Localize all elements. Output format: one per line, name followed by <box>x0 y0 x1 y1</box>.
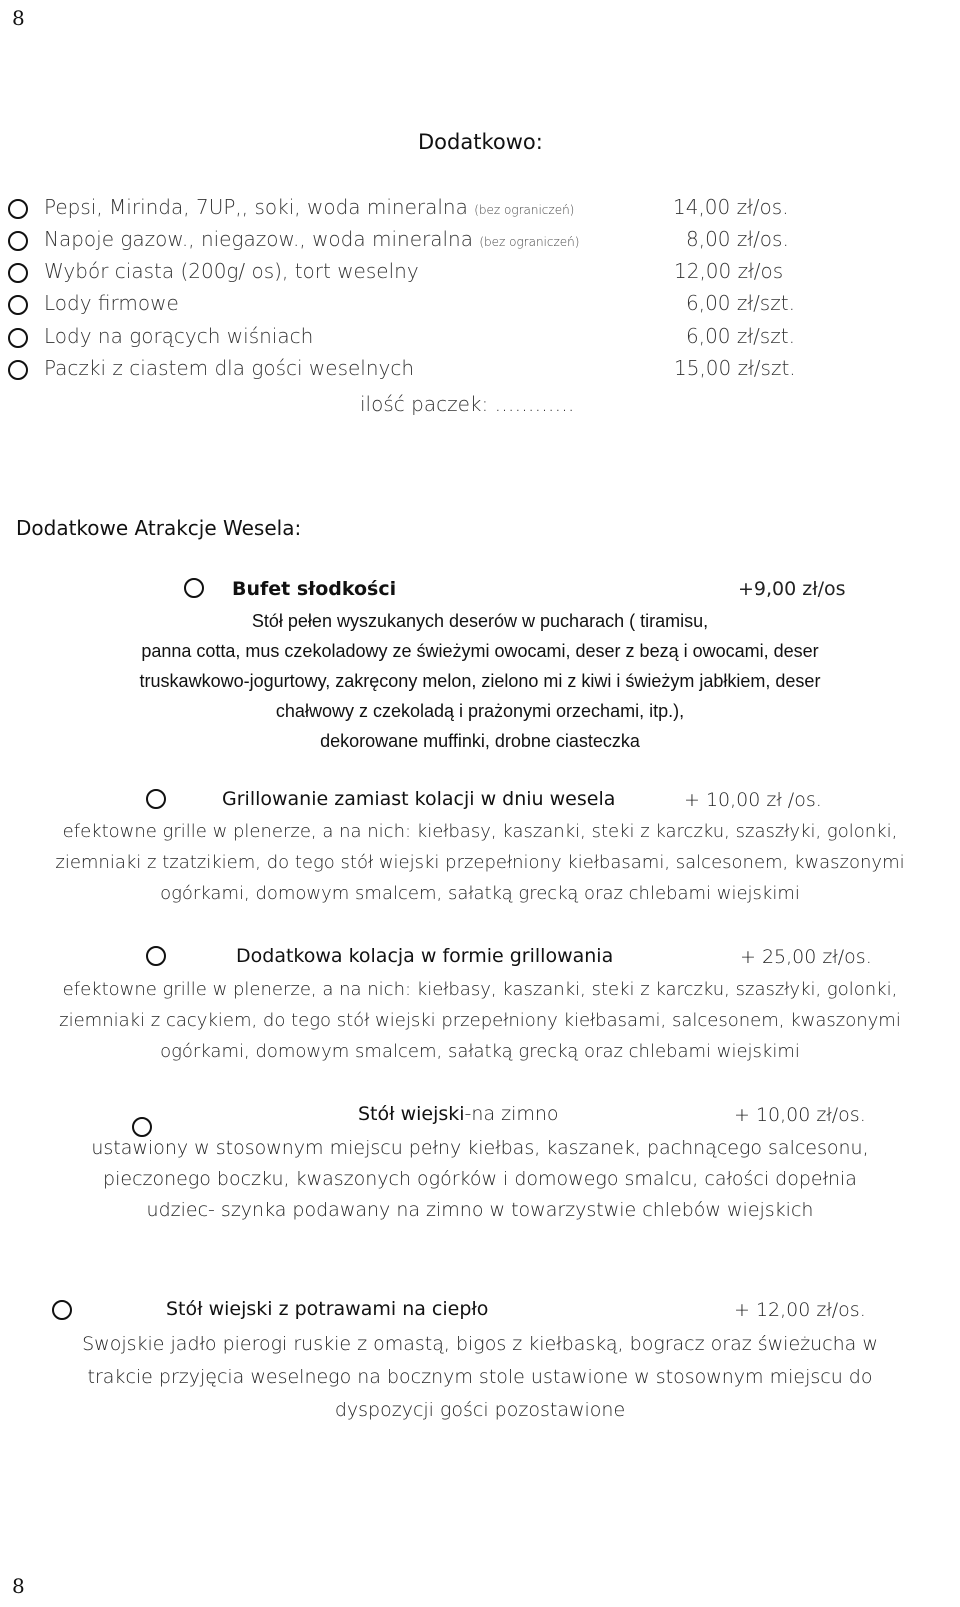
item-name: Wybór ciasta (200g/ os), tort weselny <box>44 259 419 283</box>
grill-line: efektowne grille w plenerze, a na nich: kiełbasy, kaszanki, steki z karczku, szaszłyki, golonki, <box>62 821 898 842</box>
attractions-title: Dodatkowe Atrakcje Wesela: <box>16 516 302 540</box>
bufet-description <box>20 606 940 756</box>
extras-item-5 <box>8 354 808 386</box>
extras-title: Dodatkowo: <box>418 130 543 154</box>
item-price: 14,00 zł/os. <box>673 195 789 219</box>
grill-description <box>0 816 960 909</box>
cold-table-line: udziec- szynka podawany na zimno w towarzystwie chlebów wiejskich <box>146 1199 814 1221</box>
dinner-grill-checkbox-circle-icon[interactable] <box>146 946 166 966</box>
item-name: Paczki z ciastem dla gości weselnych <box>44 356 415 380</box>
cold-table-title: Stół wiejski <box>358 1103 465 1125</box>
quantity-label: ilość paczek: ………… <box>360 392 575 416</box>
bufet-title: Bufet słodkości <box>232 578 397 600</box>
cold-table-heading <box>358 1103 559 1125</box>
item-note: (bez ograniczeń) <box>474 203 575 217</box>
bufet-checkbox-circle-icon[interactable] <box>184 578 204 598</box>
bufet-line: dekorowane muffinki, drobne ciasteczka <box>320 731 640 751</box>
item-price: 8,00 zł/os. <box>686 227 789 251</box>
warm-table-description <box>0 1328 960 1427</box>
grill-line: ziemniaki z tzatzikiem, do tego stół wiejski przepełniony kiełbasami, salcesonem, kwaszonymi <box>55 852 905 873</box>
cold-table-price: + 10,00 zł/os. <box>734 1104 866 1126</box>
checkbox-circle-icon[interactable] <box>8 199 28 219</box>
extras-item-3 <box>8 289 808 321</box>
page-number-top: 8 <box>12 6 25 30</box>
cold-table-line: ustawiony w stosownym miejscu pełny kiełbas, kaszanek, pachnącego salcesonu, <box>91 1137 869 1159</box>
warm-table-title: Stół wiejski z potrawami na ciepło <box>166 1298 489 1320</box>
item-name: Napoje gazow., niegazow., woda mineralna <box>44 227 473 251</box>
item-price: 6,00 zł/szt. <box>686 291 795 315</box>
checkbox-circle-icon[interactable] <box>8 328 28 348</box>
item-name: Lody firmowe <box>44 291 179 315</box>
cold-table-description <box>0 1133 960 1226</box>
dinner-grill-description <box>0 974 960 1067</box>
grill-checkbox-circle-icon[interactable] <box>146 789 166 809</box>
page-number-bottom: 8 <box>12 1574 25 1598</box>
dinner-grill-title: Dodatkowa kolacja w formie grillowania <box>236 945 614 967</box>
checkbox-circle-icon[interactable] <box>8 295 28 315</box>
dinner-grill-line: efektowne grille w plenerze, a na nich: kiełbasy, kaszanki, steki z karczku, szaszłyki, golonki, <box>62 979 898 1000</box>
checkbox-circle-icon[interactable] <box>8 231 28 251</box>
item-price: 15,00 zł/szt. <box>674 356 796 380</box>
item-price: 6,00 zł/szt. <box>686 324 795 348</box>
bufet-line: truskawkowo-jogurtowy, zakręcony melon, zielono mi z kiwi i świeżym jabłkiem, deser <box>139 671 821 691</box>
item-name: Lody na gorących wiśniach <box>44 324 314 348</box>
dinner-grill-line: ogórkami, domowym smalcem, sałatką grecką oraz chlebami wiejskimi <box>160 1041 800 1062</box>
warm-table-price: + 12,00 zł/os. <box>734 1299 866 1321</box>
warm-table-checkbox-circle-icon[interactable] <box>52 1300 72 1320</box>
checkbox-circle-icon[interactable] <box>8 263 28 283</box>
extras-item-4 <box>8 322 808 354</box>
item-name: Pepsi, Mirinda, 7UP,, soki, woda mineralna <box>44 195 468 219</box>
extras-item-1 <box>8 225 808 257</box>
extras-item-0 <box>8 193 808 225</box>
bufet-line: Stół pełen wyszukanych deserów w pucharach ( tiramisu, <box>251 611 709 631</box>
warm-table-line: dyspozycji gości pozostawione <box>334 1399 626 1421</box>
extras-item-2 <box>8 257 808 289</box>
item-note: (bez ograniczeń) <box>479 235 580 249</box>
cold-table-line: pieczonego boczku, kwaszonych ogórków i domowego smalcu, całości dopełnia <box>103 1168 857 1190</box>
dinner-grill-line: ziemniaki z cacykiem, do tego stół wiejski przepełniony kiełbasami, salcesonem, kwaszonymi <box>59 1010 901 1031</box>
checkbox-circle-icon[interactable] <box>8 360 28 380</box>
item-price: 12,00 zł/os <box>674 259 784 283</box>
warm-table-line: trakcie przyjęcia weselnego na bocznym stole ustawione w stosownym miejscu do <box>87 1366 873 1388</box>
grill-title: Grillowanie zamiast kolacji w dniu wesela <box>222 788 616 810</box>
bufet-line: chałwowy z czekoladą i prażonymi orzechami, itp.), <box>275 701 685 721</box>
bufet-line: panna cotta, mus czekoladowy ze świeżymi owocami, deser z bezą i owocami, deser <box>141 641 819 661</box>
grill-price: + 10,00 zł /os. <box>684 789 822 811</box>
grill-line: ogórkami, domowym smalcem, sałatką grecką oraz chlebami wiejskimi <box>160 883 800 904</box>
cold-table-subtitle: -na zimno <box>464 1103 559 1125</box>
dinner-grill-price: + 25,00 zł/os. <box>740 946 872 968</box>
warm-table-line: Swojskie jadło pierogi ruskie z omastą, bigos z kiełbaską, bogracz oraz świeżucha w <box>82 1333 878 1355</box>
bufet-price: +9,00 zł/os <box>738 578 846 600</box>
